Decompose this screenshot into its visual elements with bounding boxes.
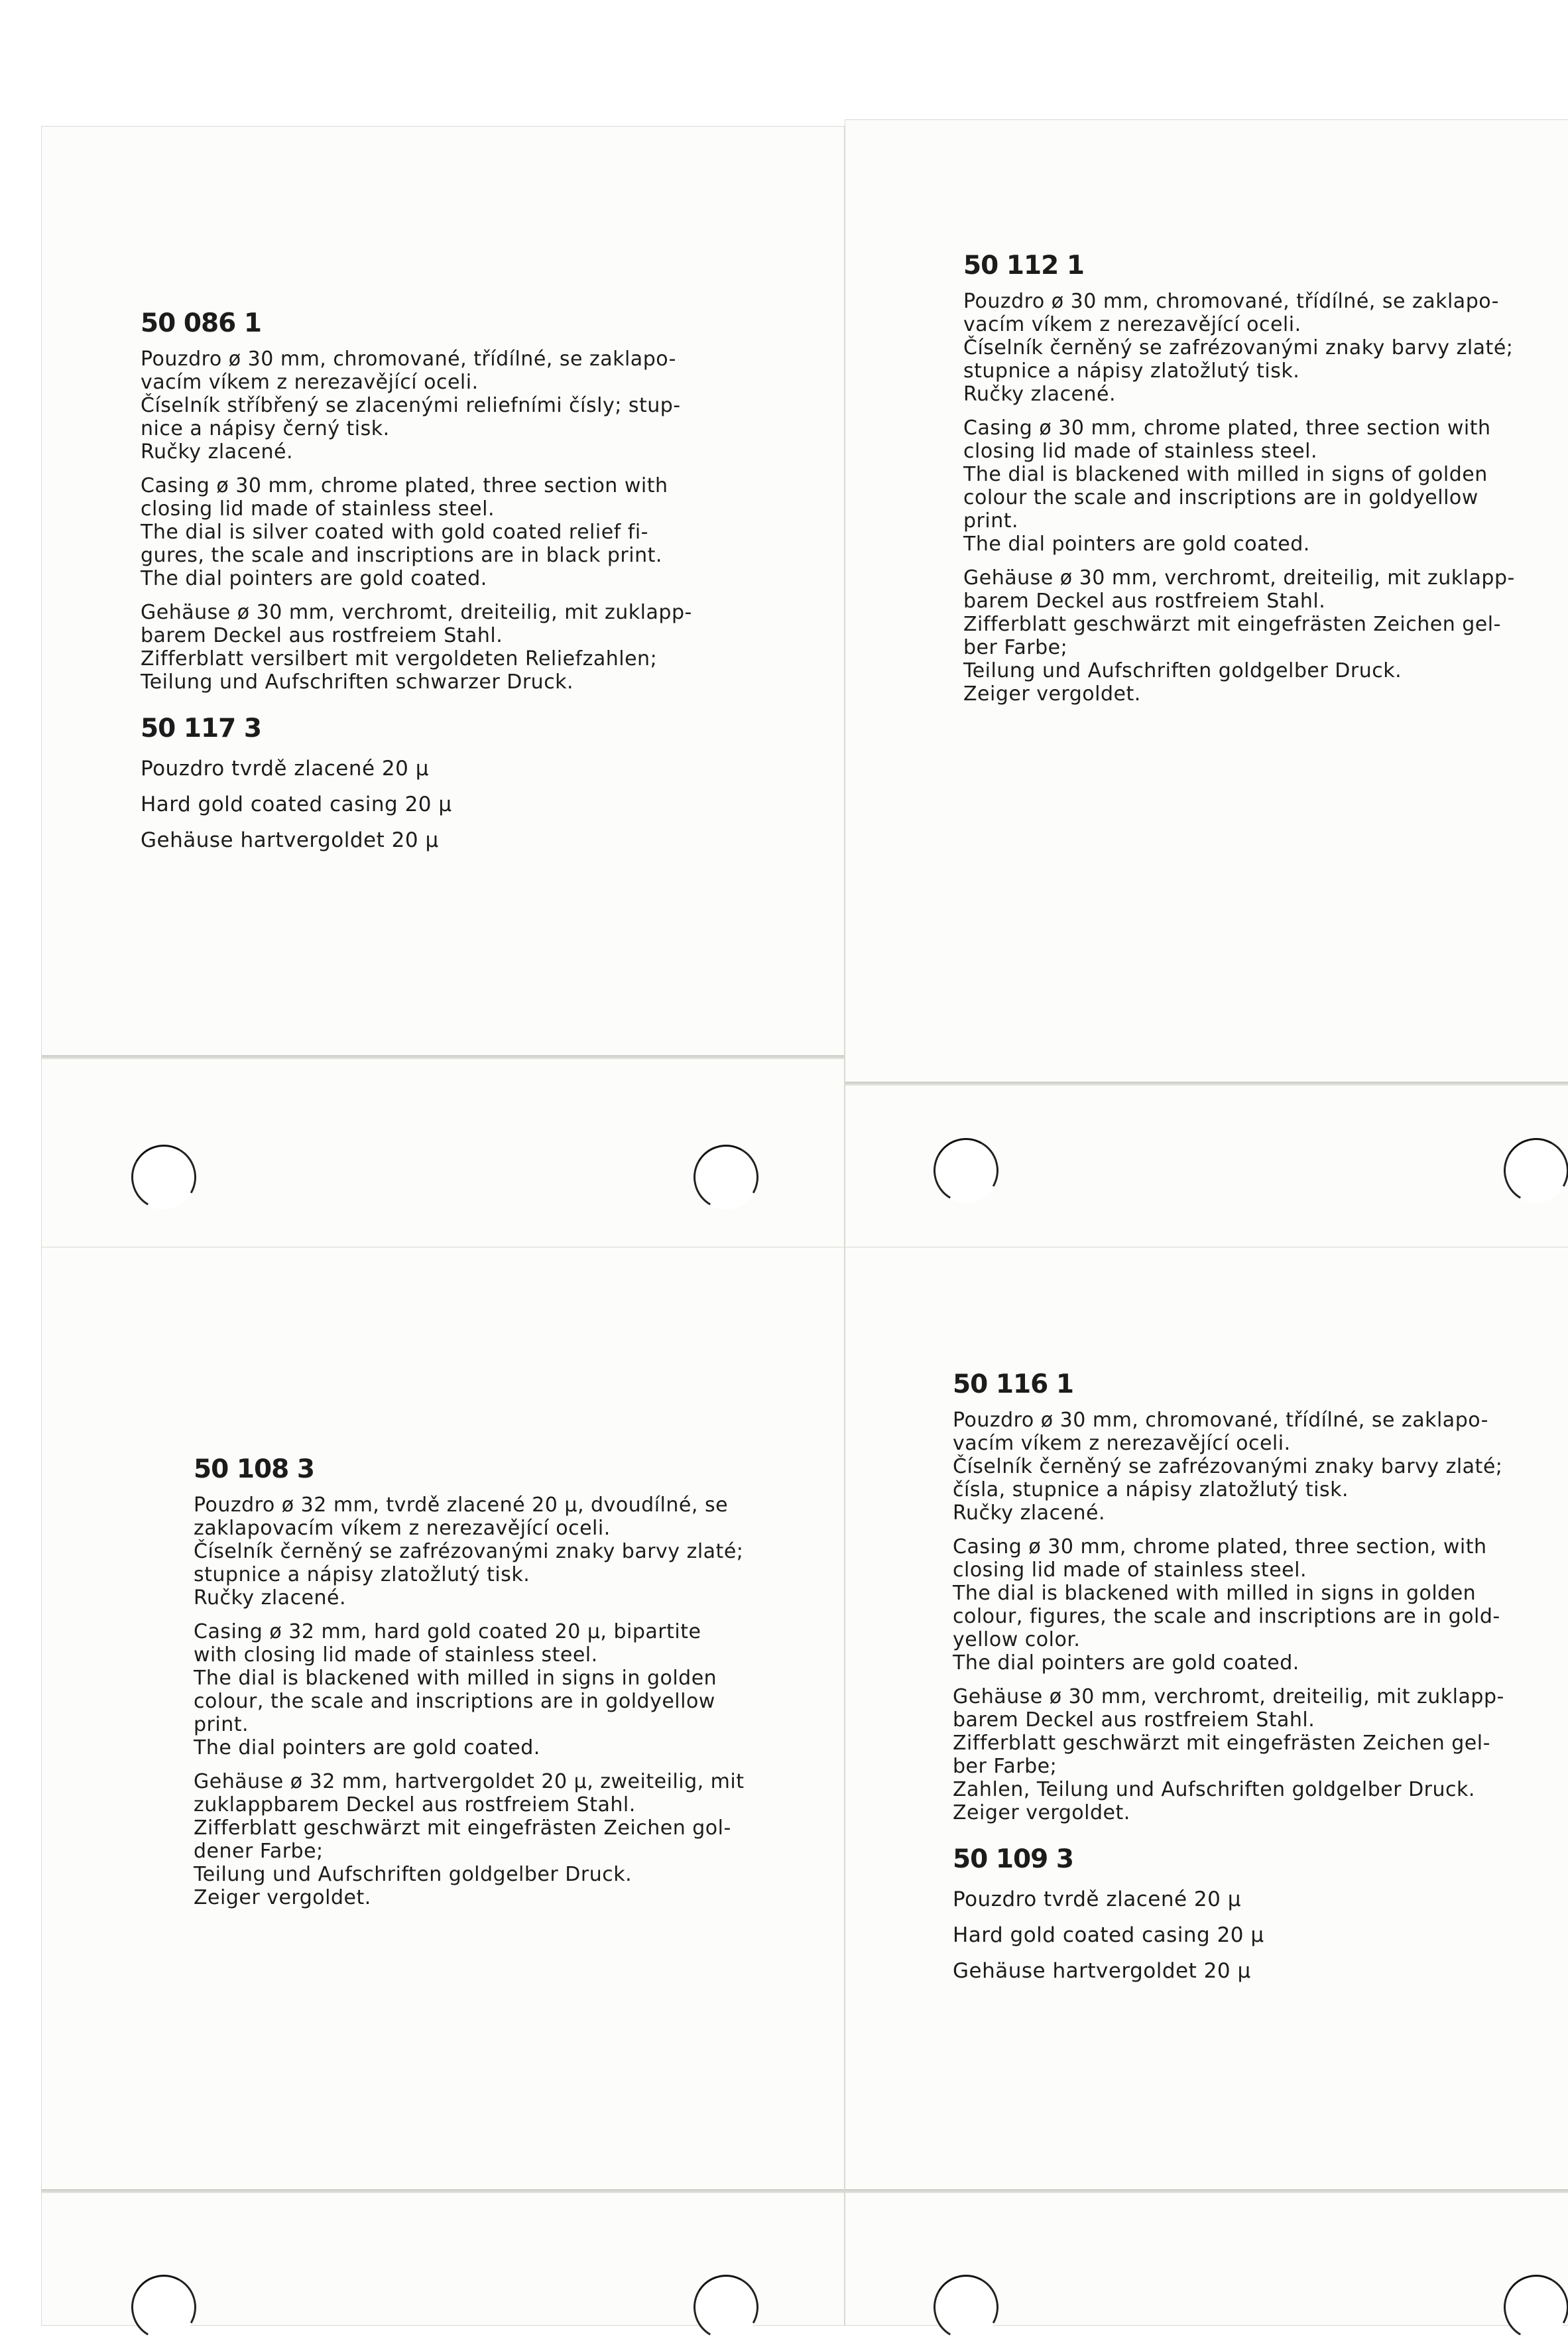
entry-50116 [953, 1369, 1524, 1995]
text-line: Zeiger vergoldet. [963, 682, 1141, 706]
description-czech [963, 290, 1535, 406]
text-line: Gehäuse ø 30 mm, verchromt, dreiteilig, mit zuklapp- [953, 1685, 1504, 1708]
text-line: Pouzdro ø 32 mm, tvrdě zlacené 20 μ, dvoudílné, se [194, 1493, 729, 1517]
text-line: Ručky zlacené. [194, 1586, 347, 1610]
description-english [953, 1535, 1524, 1675]
text-line: Zifferblatt geschwärzt mit eingefrästen Zeichen gol- [194, 1816, 731, 1840]
variant-line: Pouzdro tvrdě zlacené 20 μ [141, 757, 429, 781]
text-line: Gehäuse ø 32 mm, hartvergoldet 20 μ, zweiteilig, mit [194, 1770, 745, 1793]
text-line: Ručky zlacené. [953, 1501, 1106, 1525]
text-line: Teilung und Aufschriften goldgelber Druck. [963, 659, 1402, 682]
text-line: Casing ø 30 mm, chrome plated, three section, with [953, 1535, 1487, 1558]
text-line: The dial pointers are gold coated. [963, 533, 1310, 556]
text-line: Casing ø 32 mm, hard gold coated 20 μ, bipartite [194, 1620, 701, 1643]
text-line: print. [963, 509, 1019, 533]
text-line: closing lid made of stainless steel. [963, 440, 1317, 463]
text-line: Zeiger vergoldet. [194, 1886, 371, 1909]
text-line: Zifferblatt geschwärzt mit eingefrästen Zeichen gel- [953, 1732, 1490, 1755]
text-line: Zifferblatt versilbert mit vergoldeten Reliefzahlen; [141, 647, 658, 670]
text-line: Gehäuse ø 30 mm, verchromt, dreiteilig, mit zuklapp- [963, 566, 1515, 590]
variant-line: Hard gold coated casing 20 μ [141, 793, 452, 816]
text-line: vacím víkem z nerezavějící oceli. [953, 1432, 1291, 1455]
text-line: The dial pointers are gold coated. [953, 1651, 1299, 1675]
description-german [141, 601, 705, 694]
product-code: 50 112 1 [963, 251, 1084, 281]
text-line: Zahlen, Teilung und Aufschriften goldgelber Druck. [953, 1778, 1475, 1801]
text-line: Casing ø 30 mm, chrome plated, three section with [141, 474, 668, 497]
description-german [953, 1685, 1524, 1824]
text-line: zuklappbarem Deckel aus rostfreiem Stahl. [194, 1793, 636, 1816]
text-line: Číselník černěný se zafrézovanými znaky barvy zlaté; [953, 1455, 1503, 1478]
entry-50112 [963, 251, 1535, 716]
text-line: Casing ø 30 mm, chrome plated, three section with [963, 416, 1491, 440]
text-line: Číselník stříbřený se zlacenými reliefními čísly; stup- [141, 394, 681, 417]
text-line: Pouzdro ø 30 mm, chromované, třídílné, se zaklapo- [141, 348, 676, 371]
text-line: dener Farbe; [194, 1840, 324, 1863]
text-line: colour, figures, the scale and inscriptions are in gold- [953, 1605, 1500, 1628]
text-line: vacím víkem z nerezavějící oceli. [963, 313, 1301, 336]
product-code: 50 108 3 [194, 1454, 314, 1484]
text-line: ber Farbe; [953, 1755, 1057, 1778]
tear-line [845, 1082, 1568, 1086]
product-code: 50 086 1 [141, 308, 261, 338]
description-german [194, 1770, 762, 1909]
text-line: The dial is blackened with milled in signs in golden [953, 1582, 1477, 1605]
variant-code: 50 109 3 [953, 1844, 1073, 1874]
text-line: Gehäuse ø 30 mm, verchromt, dreiteilig, mit zuklapp- [141, 601, 692, 624]
text-line: Pouzdro ø 30 mm, chromované, třídílné, se zaklapo- [953, 1409, 1488, 1432]
text-line: The dial is blackened with milled in signs of golden [963, 463, 1488, 486]
description-english [963, 416, 1535, 556]
text-line: vacím víkem z nerezavějící oceli. [141, 371, 479, 394]
text-line: Pouzdro ø 30 mm, chromované, třídílné, se zaklapo- [963, 290, 1499, 313]
text-line: Zeiger vergoldet. [953, 1801, 1130, 1824]
text-line: čísla, stupnice a nápisy zlatožlutý tisk. [953, 1478, 1349, 1501]
text-line: Zifferblatt geschwärzt mit eingefrästen Zeichen gel- [963, 613, 1501, 636]
tear-line [845, 2189, 1568, 2193]
text-line: stupnice a nápisy zlatožlutý tisk. [194, 1563, 530, 1586]
variant-line: Hard gold coated casing 20 μ [953, 1923, 1264, 1947]
text-line: Teilung und Aufschriften goldgelber Druck. [194, 1863, 633, 1886]
text-line: Teilung und Aufschriften schwarzer Druck. [141, 670, 574, 694]
variant-code: 50 117 3 [141, 714, 261, 743]
text-line: The dial is blackened with milled in signs in golden [194, 1667, 717, 1690]
text-line: colour the scale and inscriptions are in goldyellow [963, 486, 1478, 509]
text-line: barem Deckel aus rostfreiem Stahl. [141, 624, 503, 647]
description-english [141, 474, 705, 590]
variant-line: Pouzdro tvrdě zlacené 20 μ [953, 1887, 1241, 1911]
description-czech [194, 1493, 762, 1610]
variant-line: Gehäuse hartvergoldet 20 μ [953, 1959, 1251, 1983]
text-line: yellow color. [953, 1628, 1081, 1651]
text-line: Ručky zlacené. [141, 440, 294, 464]
product-code: 50 116 1 [953, 1369, 1073, 1399]
text-line: barem Deckel aus rostfreiem Stahl. [953, 1708, 1315, 1732]
text-line: barem Deckel aus rostfreiem Stahl. [963, 590, 1326, 613]
tear-line [42, 1055, 844, 1059]
text-line: print. [194, 1713, 249, 1736]
text-line: nice a nápisy černý tisk. [141, 417, 390, 440]
description-english [194, 1620, 762, 1759]
text-line: with closing lid made of stainless steel. [194, 1643, 598, 1667]
description-czech [141, 348, 705, 464]
text-line: Ručky zlacené. [963, 383, 1116, 406]
text-line: stupnice a nápisy zlatožlutý tisk. [963, 359, 1300, 383]
text-line: closing lid made of stainless steel. [953, 1558, 1307, 1582]
text-line: Číselník černěný se zafrézovanými znaky barvy zlaté; [194, 1540, 744, 1563]
text-line: ber Farbe; [963, 636, 1068, 659]
entry-50108 [194, 1454, 762, 1920]
text-line: The dial is silver coated with gold coated relief fi- [141, 521, 648, 544]
text-line: closing lid made of stainless steel. [141, 497, 495, 521]
entry-50086 [141, 308, 705, 864]
text-line: zaklapovacím víkem z nerezavějící oceli. [194, 1517, 611, 1540]
tear-line [42, 2189, 844, 2193]
text-line: The dial pointers are gold coated. [194, 1736, 540, 1759]
text-line: The dial pointers are gold coated. [141, 567, 487, 590]
text-line: colour, the scale and inscriptions are in goldyellow [194, 1690, 715, 1713]
description-czech [953, 1409, 1524, 1525]
text-line: gures, the scale and inscriptions are in black print. [141, 544, 662, 567]
text-line: Číselník černěný se zafrézovanými znaky barvy zlaté; [963, 336, 1514, 359]
variant-line: Gehäuse hartvergoldet 20 μ [141, 828, 439, 852]
description-german [963, 566, 1535, 706]
